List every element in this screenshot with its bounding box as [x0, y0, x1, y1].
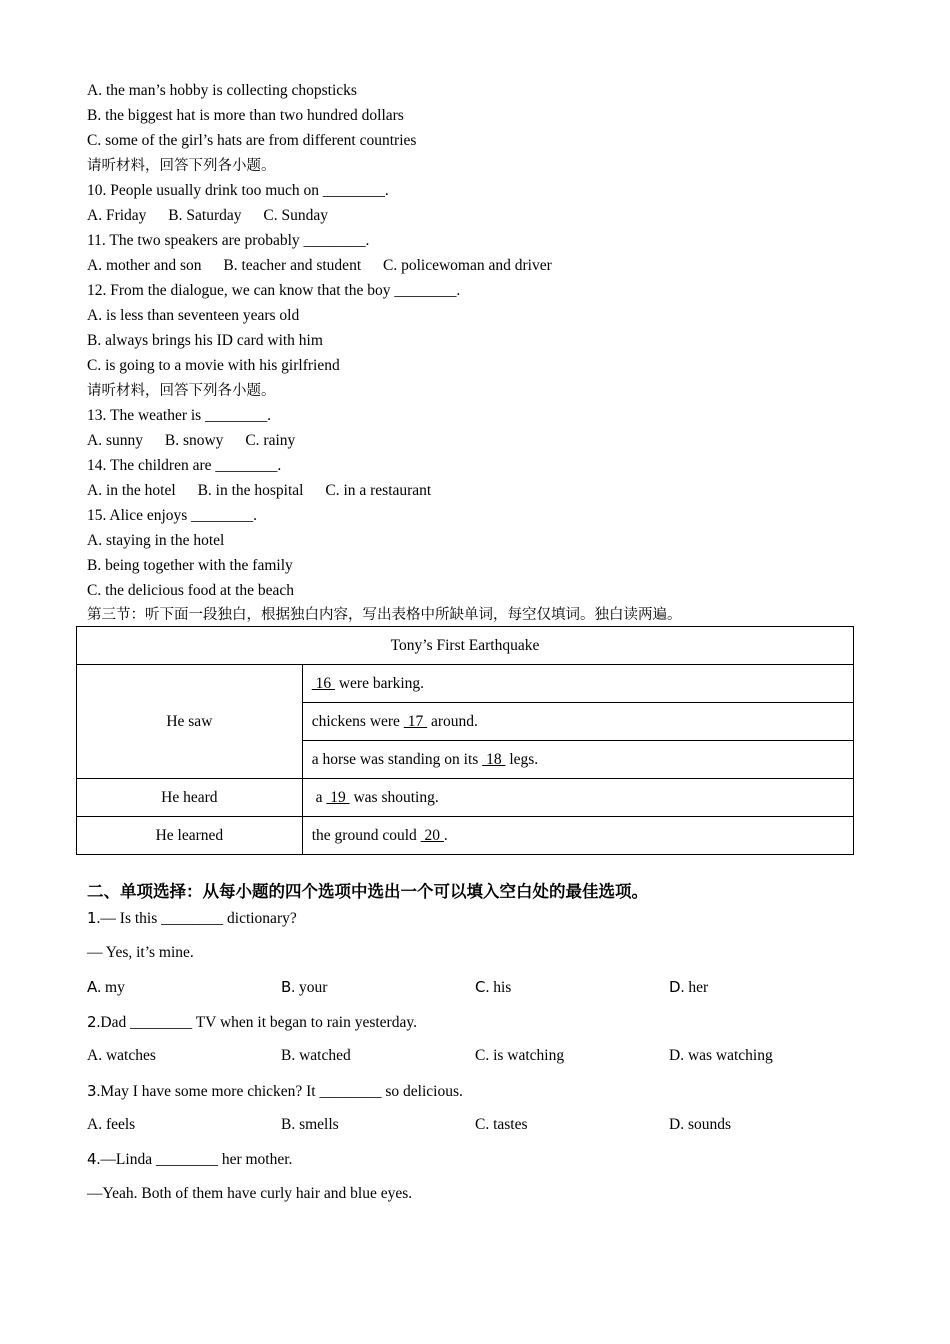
q4-stem: 4.—Linda ________ her mother. — [87, 1150, 293, 1168]
q12-option-c: C. is going to a movie with his girlfriend — [87, 357, 340, 374]
q13-option-a: A. sunny — [87, 432, 143, 449]
q9-option-c: C. some of the girl’s hats are from different countries — [87, 132, 417, 149]
q11-options — [87, 256, 552, 276]
q11-stem: 11. The two speakers are probably ________. — [87, 232, 370, 249]
q3-option-a: A. feels — [87, 1116, 136, 1133]
q1-reply: — Yes, it’s mine. — [87, 944, 194, 961]
row-label-learned: He learned — [77, 817, 303, 855]
q10-stem: 10. People usually drink too much on ________. — [87, 182, 389, 199]
q14-stem: 14. The children are ________. — [87, 457, 282, 474]
table-cell: a 19 was shouting. — [302, 779, 853, 817]
q3-stem: 3.May I have some more chicken? It ________ so delicious. — [87, 1082, 463, 1100]
q9-option-b: B. the biggest hat is more than two hundred dollars — [87, 107, 404, 124]
q2-option-d: D. was watching — [669, 1047, 773, 1064]
q12-stem: 12. From the dialogue, we can know that the boy ________. — [87, 282, 461, 299]
q14-options — [87, 481, 431, 501]
q10-options — [87, 206, 328, 226]
section2-heading: 二、单项选择：从每小题的四个选项中选出一个可以填入空白处的最佳选项。 — [87, 882, 648, 901]
listening-instruction: 请听材料，回答下列各小题。 — [87, 383, 276, 399]
q13-option-c: C. rainy — [245, 432, 296, 449]
q1-option-c: C. his — [475, 978, 512, 996]
blank-17: 17 — [403, 712, 428, 730]
q12-option-a: A. is less than seventeen years old — [87, 307, 300, 324]
table-cell: a horse was standing on its 18 legs. — [302, 741, 853, 779]
q1-option-d: D. her — [669, 978, 709, 996]
row-label-heard: He heard — [77, 779, 303, 817]
q13-option-b: B. snowy — [164, 432, 224, 449]
q15-option-a: A. staying in the hotel — [87, 532, 225, 549]
q1-option-a: A. my — [87, 978, 125, 996]
row-label-saw: He saw — [77, 665, 303, 779]
q15-stem: 15. Alice enjoys ________. — [87, 507, 258, 524]
table-cell: chickens were 17 around. — [302, 703, 853, 741]
q12-option-b: B. always brings his ID card with him — [87, 332, 323, 349]
q2-stem: 2.Dad ________ TV when it began to rain yesterday. — [87, 1013, 417, 1031]
q2-option-c: C. is watching — [475, 1047, 565, 1064]
table-cell: 16 were barking. — [302, 665, 853, 703]
q9-option-a: A. the man’s hobby is collecting chopsticks — [87, 82, 357, 99]
q10-option-b: B. Saturday — [168, 207, 242, 224]
q15-option-b: B. being together with the family — [87, 557, 293, 574]
listening-instruction: 请听材料，回答下列各小题。 — [87, 158, 276, 174]
q1-option-b: B. your — [281, 978, 328, 996]
q3-option-d: D. sounds — [669, 1116, 732, 1133]
q2-option-b: B. watched — [281, 1047, 351, 1064]
q13-options — [87, 431, 295, 451]
q2-option-a: A. watches — [87, 1047, 156, 1064]
earthquake-table — [76, 626, 854, 855]
q15-option-c: C. the delicious food at the beach — [87, 582, 295, 599]
q11-option-c: C. policewoman and driver — [383, 257, 552, 274]
table-cell: the ground could 20 . — [302, 817, 853, 855]
blank-19: 19 — [326, 788, 350, 806]
q14-option-a: A. in the hotel — [87, 482, 176, 499]
q11-option-b: B. teacher and student — [223, 257, 362, 274]
q4-reply: —Yeah. Both of them have curly hair and blue eyes. — [87, 1185, 413, 1202]
q10-option-c: C. Sunday — [263, 207, 328, 224]
q1-stem: 1.— Is this ________ dictionary? — [87, 909, 297, 927]
blank-16: 16 — [311, 674, 335, 692]
blank-20: 20 — [420, 826, 444, 844]
q3-option-c: C. tastes — [475, 1116, 528, 1133]
q14-option-c: C. in a restaurant — [325, 482, 432, 499]
blank-18: 18 — [482, 750, 506, 768]
q10-option-a: A. Friday — [87, 207, 147, 224]
q11-option-a: A. mother and son — [87, 257, 202, 274]
section3-instruction: 第三节：听下面一段独白，根据独白内容，写出表格中所缺单词，每空仅填词。独白读两遍。 — [87, 607, 682, 623]
q14-option-b: B. in the hospital — [197, 482, 304, 499]
q3-option-b: B. smells — [281, 1116, 339, 1133]
table-title: Tony’s First Earthquake — [77, 627, 854, 665]
q13-stem: 13. The weather is ________. — [87, 407, 271, 424]
